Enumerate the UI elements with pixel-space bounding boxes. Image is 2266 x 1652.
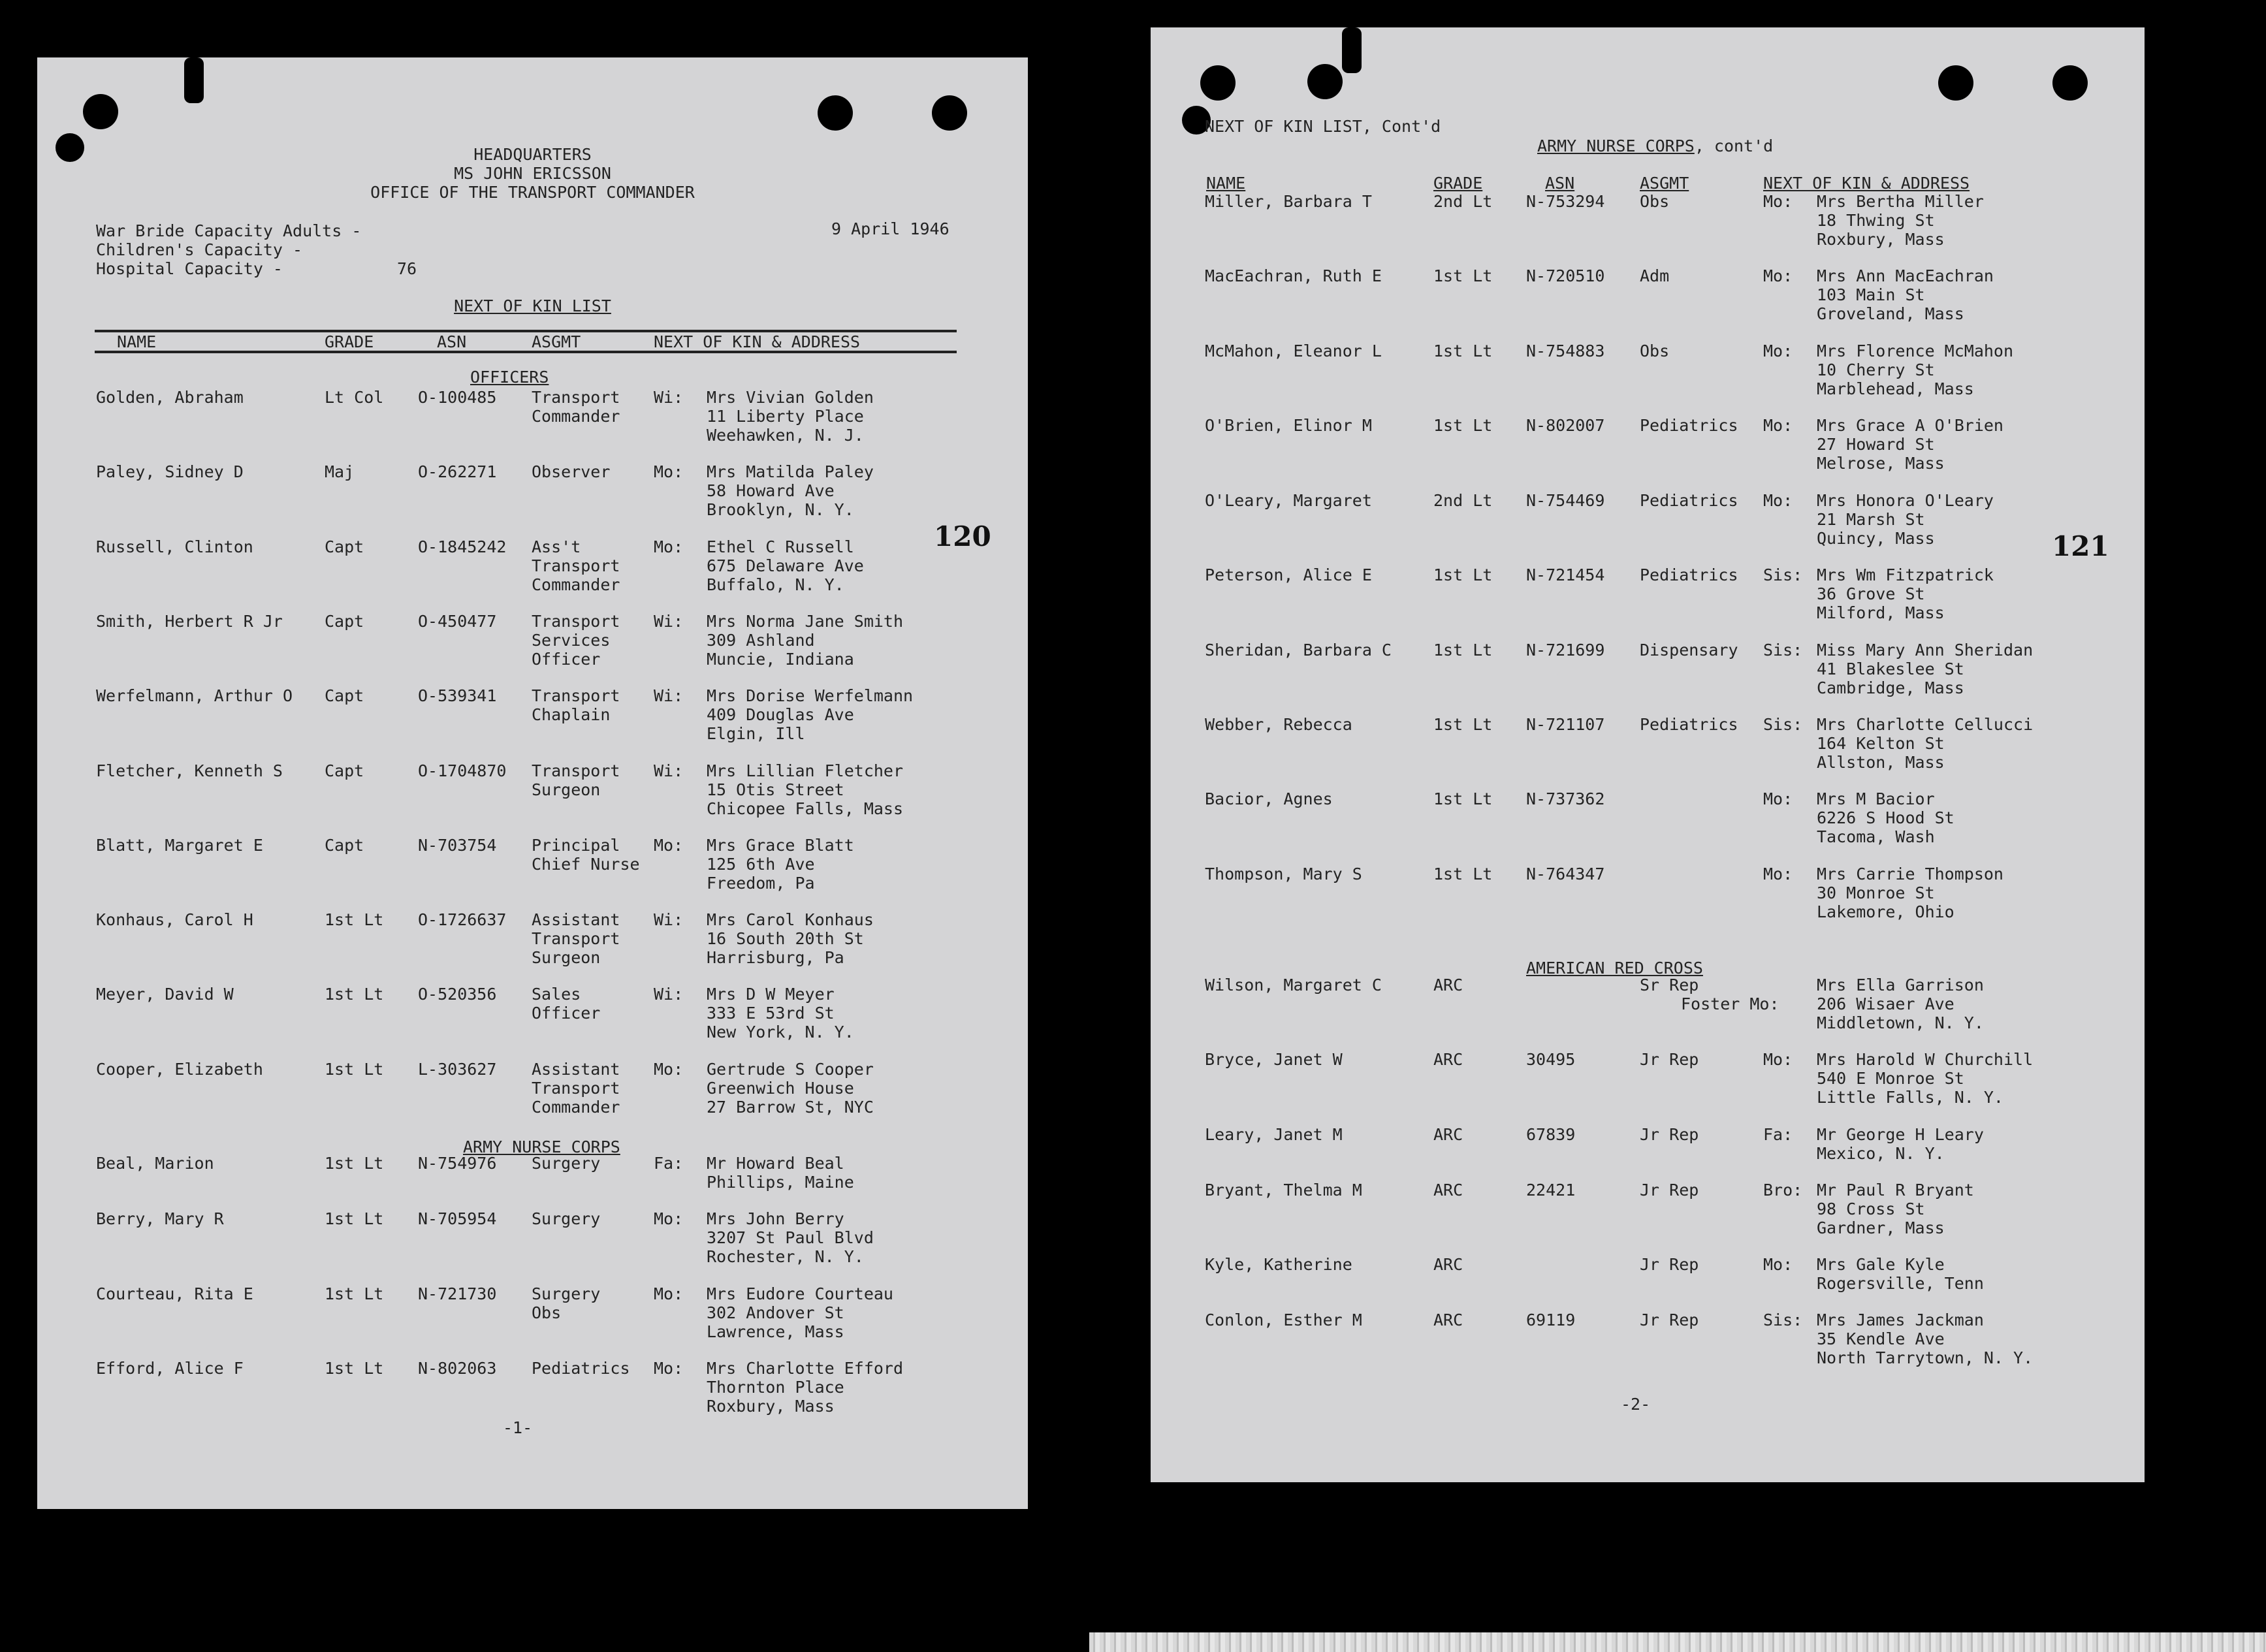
cell-asgmt: Jr Rep [1640,1125,1699,1144]
cell-asn: N-754976 [418,1154,497,1173]
cell-relation: Foster Mo: [1681,994,1779,1013]
cell-asgmt: Pediatrics [532,1359,630,1378]
cell-asn: N-802007 [1526,416,1605,435]
cell-grade: Maj [325,462,355,481]
cell-asn: O-450477 [418,612,497,631]
cell-name: Leary, Janet M [1205,1125,1343,1144]
cell-kin-address: Gertrude S Cooper Greenwich House 27 Barrow St, NYC [707,1060,874,1117]
binder-hole [818,95,853,131]
cell-asgmt: Transport Surgeon [532,761,620,799]
cell-grade: ARC [1433,1125,1463,1144]
cell-grade: 1st Lt [325,1060,384,1079]
cell-grade: Capt [325,686,364,705]
cell-kin-address: Mrs Grace Blatt 125 6th Ave Freedom, Pa [707,836,854,893]
cell-name: Fletcher, Kenneth S [96,761,283,780]
cell-kin-address: Mrs Honora O'Leary 21 Marsh St Quincy, Mass [1817,491,1994,548]
cell-asgmt: Assistant Transport Surgeon [532,910,620,967]
cell-asn: N-721730 [418,1284,497,1303]
cell-asn: N-703754 [418,836,497,855]
cell-relation: Mo: [1763,865,1793,883]
cell-asn: N-721454 [1526,565,1605,584]
cell-relation: Wi: [654,761,684,780]
cell-kin-address: Mrs Matilda Paley 58 Howard Ave Brooklyn, N. Y. [707,462,874,519]
cell-asn: O-520356 [418,985,497,1004]
cell-kin-address: Mrs Bertha Miller 18 Thwing St Roxbury, Mass [1817,192,1984,249]
cell-kin-address: Mrs Eudore Courteau 302 Andover St Lawrence, Mass [707,1284,893,1341]
cell-relation: Mo: [1763,1050,1793,1069]
cell-asn: O-1726637 [418,910,507,929]
cell-grade: 2nd Lt [1433,192,1493,211]
cell-asgmt: Observer [532,462,611,481]
cell-name: Meyer, David W [96,985,234,1004]
cell-asn: N-737362 [1526,789,1605,808]
col-kin-address: NEXT OF KIN & ADDRESS [654,332,861,351]
war-bride-capacity: War Bride Capacity Adults - [96,221,362,240]
col-kin-address: NEXT OF KIN & ADDRESS [1763,174,1970,193]
cell-kin-address: Mrs Ann MacEachran 103 Main St Groveland, Mass [1817,266,1994,323]
cell-kin-address: Ethel C Russell 675 Delaware Ave Buffalo, N. Y. [707,537,864,594]
cell-name: O'Brien, Elinor M [1205,416,1372,435]
cell-name: Blatt, Margaret E [96,836,263,855]
cell-asn: L-303627 [418,1060,497,1079]
cell-name: Efford, Alice F [96,1359,244,1378]
continued-title: NEXT OF KIN LIST, Cont'd [1205,117,1441,136]
cell-asgmt: Principal Chief Nurse [532,836,640,874]
cell-kin-address: Mrs John Berry 3207 St Paul Blvd Rochester, N. Y. [707,1209,874,1266]
cell-name: O'Leary, Margaret [1205,491,1372,510]
hospital-capacity: Hospital Capacity - [96,259,283,278]
cell-grade: ARC [1433,1050,1463,1069]
cell-asgmt: Surgery [532,1154,601,1173]
document-page-1 [37,57,1028,1509]
col-name: NAME [117,332,157,351]
cell-kin-address: Mrs Ella Garrison 206 Wisaer Ave Middletown, N. Y. [1817,976,1984,1032]
header-line-3: OFFICE OF THE TRANSPORT COMMANDER [370,183,695,202]
cell-name: MacEachran, Ruth E [1205,266,1382,285]
page-number: -1- [503,1418,533,1437]
cell-relation: Mo: [654,1284,684,1303]
cell-asn: N-721107 [1526,715,1605,734]
header-line-1: HEADQUARTERS [473,145,592,164]
col-grade: GRADE [325,332,374,351]
cell-kin-address: Mr Howard Beal Phillips, Maine [707,1154,854,1192]
cell-relation: Mo: [654,1060,684,1079]
cell-name: Berry, Mary R [96,1209,224,1228]
section-suffix: , cont'd [1694,136,1774,155]
cell-relation: Mo: [1763,266,1793,285]
cell-kin-address: Mrs Charlotte Cellucci 164 Kelton St Allston, Mass [1817,715,2034,772]
cell-grade: Lt Col [325,388,384,407]
col-asn: ASN [1545,174,1575,193]
cell-name: Werfelmann, Arthur O [96,686,293,705]
cell-asn: 22421 [1526,1181,1576,1199]
cell-grade: ARC [1433,976,1463,994]
cell-relation: Mo: [654,1359,684,1378]
list-title: NEXT OF KIN LIST [454,296,611,315]
cell-relation: Fa: [654,1154,684,1173]
cell-kin-address: Mrs D W Meyer 333 E 53rd St New York, N. Y. [707,985,854,1041]
cell-relation: Mo: [1763,491,1793,510]
cell-grade: 1st Lt [325,1359,384,1378]
cell-grade: 1st Lt [1433,416,1493,435]
cell-kin-address: Mrs Carrie Thompson 30 Monroe St Lakemore, Ohio [1817,865,2003,921]
page-number: -2- [1621,1395,1651,1414]
cell-asgmt: Sales Officer [532,985,601,1023]
cell-grade: 1st Lt [325,1284,384,1303]
cell-grade: Capt [325,836,364,855]
staple-mark [184,57,204,103]
cell-name: McMahon, Eleanor L [1205,342,1382,360]
cell-asn: 67839 [1526,1125,1576,1144]
cell-asgmt: Pediatrics [1640,416,1738,435]
cell-relation: Sis: [1763,641,1803,659]
cell-kin-address: Mrs Carol Konhaus 16 South 20th St Harrisburg, Pa [707,910,874,967]
cell-asgmt: Assistant Transport Commander [532,1060,620,1117]
cell-relation: Mo: [1763,342,1793,360]
cell-relation: Mo: [654,462,684,481]
cell-kin-address: Mrs Norma Jane Smith 309 Ashland Muncie, Indiana [707,612,904,669]
cell-kin-address: Mrs Florence McMahon 10 Cherry St Marblehead, Mass [1817,342,2014,398]
cell-asgmt: Ass't Transport Commander [532,537,620,594]
cell-asn: N-754469 [1526,491,1605,510]
cell-asn: O-539341 [418,686,497,705]
cell-name: Russell, Clinton [96,537,253,556]
cell-relation: Mo: [1763,416,1793,435]
cell-asn: O-1845242 [418,537,507,556]
children-capacity: Children's Capacity - [96,240,303,259]
binder-hole [932,95,967,131]
hospital-capacity-value: 76 [397,259,417,278]
cell-asgmt: Sr Rep [1640,976,1699,994]
binder-hole [83,94,118,129]
cell-relation: Wi: [654,686,684,705]
cell-grade: 1st Lt [1433,266,1493,285]
cell-relation: Sis: [1763,715,1803,734]
cell-asn: 30495 [1526,1050,1576,1069]
cell-name: Thompson, Mary S [1205,865,1362,883]
section-american-red-cross: AMERICAN RED CROSS [1526,959,1703,977]
cell-name: Konhaus, Carol H [96,910,253,929]
cell-name: Golden, Abraham [96,388,244,407]
section-officers: OFFICERS [470,368,549,387]
cell-asn: O-262271 [418,462,497,481]
cell-kin-address: Mrs Vivian Golden 11 Liberty Place Weehawken, N. J. [707,388,874,445]
cell-asgmt: Pediatrics [1640,565,1738,584]
col-asgmt: ASGMT [532,332,581,351]
cell-grade: ARC [1433,1181,1463,1199]
cell-relation: Wi: [654,985,684,1004]
cell-relation: Sis: [1763,565,1803,584]
cell-relation: Mo: [654,836,684,855]
col-grade: GRADE [1433,174,1483,193]
cell-relation: Wi: [654,388,684,407]
page-stamp: 120 [934,520,991,552]
cell-asgmt: Surgery Obs [532,1284,601,1322]
cell-asn: N-705954 [418,1209,497,1228]
cell-name: Beal, Marion [96,1154,214,1173]
cell-asn: N-721699 [1526,641,1605,659]
binder-hole [2052,65,2088,101]
cell-grade: 1st Lt [1433,715,1493,734]
cell-relation: Bro: [1763,1181,1803,1199]
cell-relation: Mo: [1763,1255,1793,1274]
header-line-2: MS JOHN ERICSSON [454,164,611,183]
binder-hole [1307,64,1343,99]
cell-relation: Wi: [654,612,684,631]
cell-asgmt: Adm [1640,266,1670,285]
cell-asgmt: Transport Commander [532,388,620,426]
cell-grade: 1st Lt [1433,641,1493,659]
cell-grade: ARC [1433,1255,1463,1274]
cell-asn: N-802063 [418,1359,497,1378]
binder-hole [1938,65,1973,101]
cell-kin-address: Mrs Gale Kyle Rogersville, Tenn [1817,1255,1984,1293]
binder-hole [1200,65,1236,101]
document-page-2 [1151,27,2145,1482]
cell-grade: 1st Lt [325,910,384,929]
cell-asgmt: Obs [1640,342,1670,360]
cell-name: Sheridan, Barbara C [1205,641,1392,659]
cell-asgmt: Dispensary [1640,641,1738,659]
cell-kin-address: Mrs M Bacior 6226 S Hood St Tacoma, Wash [1817,789,1955,846]
cell-asgmt: Transport Chaplain [532,686,620,724]
cell-asn: O-1704870 [418,761,507,780]
cell-name: Bacior, Agnes [1205,789,1333,808]
cell-grade: 1st Lt [1433,789,1493,808]
cell-name: Wilson, Margaret C [1205,976,1382,994]
section-army-nurse-corps: ARMY NURSE CORPS [463,1137,620,1156]
cell-kin-address: Mrs Dorise Werfelmann 409 Douglas Ave Elgin, Ill [707,686,914,743]
cell-relation: Mo: [654,1209,684,1228]
cell-name: Webber, Rebecca [1205,715,1352,734]
cell-grade: 1st Lt [325,1154,384,1173]
cell-name: Cooper, Elizabeth [96,1060,263,1079]
cell-name: Miller, Barbara T [1205,192,1372,211]
cell-kin-address: Mrs Grace A O'Brien 27 Howard St Melrose, Mass [1817,416,2003,473]
cell-asgmt: Jr Rep [1640,1050,1699,1069]
cell-asn: N-753294 [1526,192,1605,211]
cell-kin-address: Mr Paul R Bryant 98 Cross St Gardner, Mass [1817,1181,1974,1237]
cell-kin-address: Miss Mary Ann Sheridan 41 Blakeslee St Cambridge, Mass [1817,641,2034,697]
cell-relation: Mo: [1763,789,1793,808]
cell-name: Peterson, Alice E [1205,565,1372,584]
cell-grade: 1st Lt [325,1209,384,1228]
cell-asn: N-754883 [1526,342,1605,360]
cell-asn: 69119 [1526,1310,1576,1329]
cell-name: Bryant, Thelma M [1205,1181,1362,1199]
cell-name: Bryce, Janet W [1205,1050,1343,1069]
cell-kin-address: Mrs Charlotte Efford Thornton Place Roxbury, Mass [707,1359,904,1416]
cell-kin-address: Mrs James Jackman 35 Kendle Ave North Tarrytown, N. Y. [1817,1310,2034,1367]
film-edge-strip [1089,1632,2266,1652]
staple-mark [1342,27,1362,73]
cell-relation: Fa: [1763,1125,1793,1144]
section-army-nurse-corps: ARMY NURSE CORPS [1537,136,1695,155]
cell-asgmt: Jr Rep [1640,1310,1699,1329]
cell-name: Paley, Sidney D [96,462,244,481]
col-asgmt: ASGMT [1640,174,1689,193]
cell-grade: Capt [325,537,364,556]
cell-asgmt: Pediatrics [1640,491,1738,510]
section-title-wrap [1537,136,1773,155]
cell-asn: N-720510 [1526,266,1605,285]
cell-relation: Sis: [1763,1310,1803,1329]
cell-grade: 1st Lt [1433,865,1493,883]
cell-name: Conlon, Esther M [1205,1310,1362,1329]
cell-grade: 1st Lt [1433,342,1493,360]
cell-kin-address: Mrs Harold W Churchill 540 E Monroe St Little Falls, N. Y. [1817,1050,2034,1107]
cell-grade: 1st Lt [1433,565,1493,584]
cell-relation: Mo: [1763,192,1793,211]
col-asn: ASN [437,332,467,351]
cell-kin-address: Mrs Lillian Fletcher 15 Otis Street Chicopee Falls, Mass [707,761,904,818]
cell-asgmt: Pediatrics [1640,715,1738,734]
document-date: 9 April 1946 [831,219,949,238]
header-rule-bottom [95,351,957,353]
cell-asgmt: Jr Rep [1640,1255,1699,1274]
cell-grade: ARC [1433,1310,1463,1329]
cell-relation: Mo: [654,537,684,556]
col-name: NAME [1206,174,1246,193]
cell-asgmt: Obs [1640,192,1670,211]
cell-asgmt: Surgery [532,1209,601,1228]
cell-grade: Capt [325,761,364,780]
cell-asgmt: Transport Services Officer [532,612,620,669]
cell-grade: Capt [325,612,364,631]
cell-grade: 1st Lt [325,985,384,1004]
cell-grade: 2nd Lt [1433,491,1493,510]
page-stamp: 121 [2052,530,2109,562]
cell-name: Kyle, Katherine [1205,1255,1352,1274]
cell-asn: N-764347 [1526,865,1605,883]
cell-kin-address: Mr George H Leary Mexico, N. Y. [1817,1125,1984,1163]
cell-name: Smith, Herbert R Jr [96,612,283,631]
cell-asn: O-100485 [418,388,497,407]
cell-kin-address: Mrs Wm Fitzpatrick 36 Grove St Milford, Mass [1817,565,1994,622]
cell-asgmt: Jr Rep [1640,1181,1699,1199]
cell-relation: Wi: [654,910,684,929]
cell-name: Courteau, Rita E [96,1284,253,1303]
